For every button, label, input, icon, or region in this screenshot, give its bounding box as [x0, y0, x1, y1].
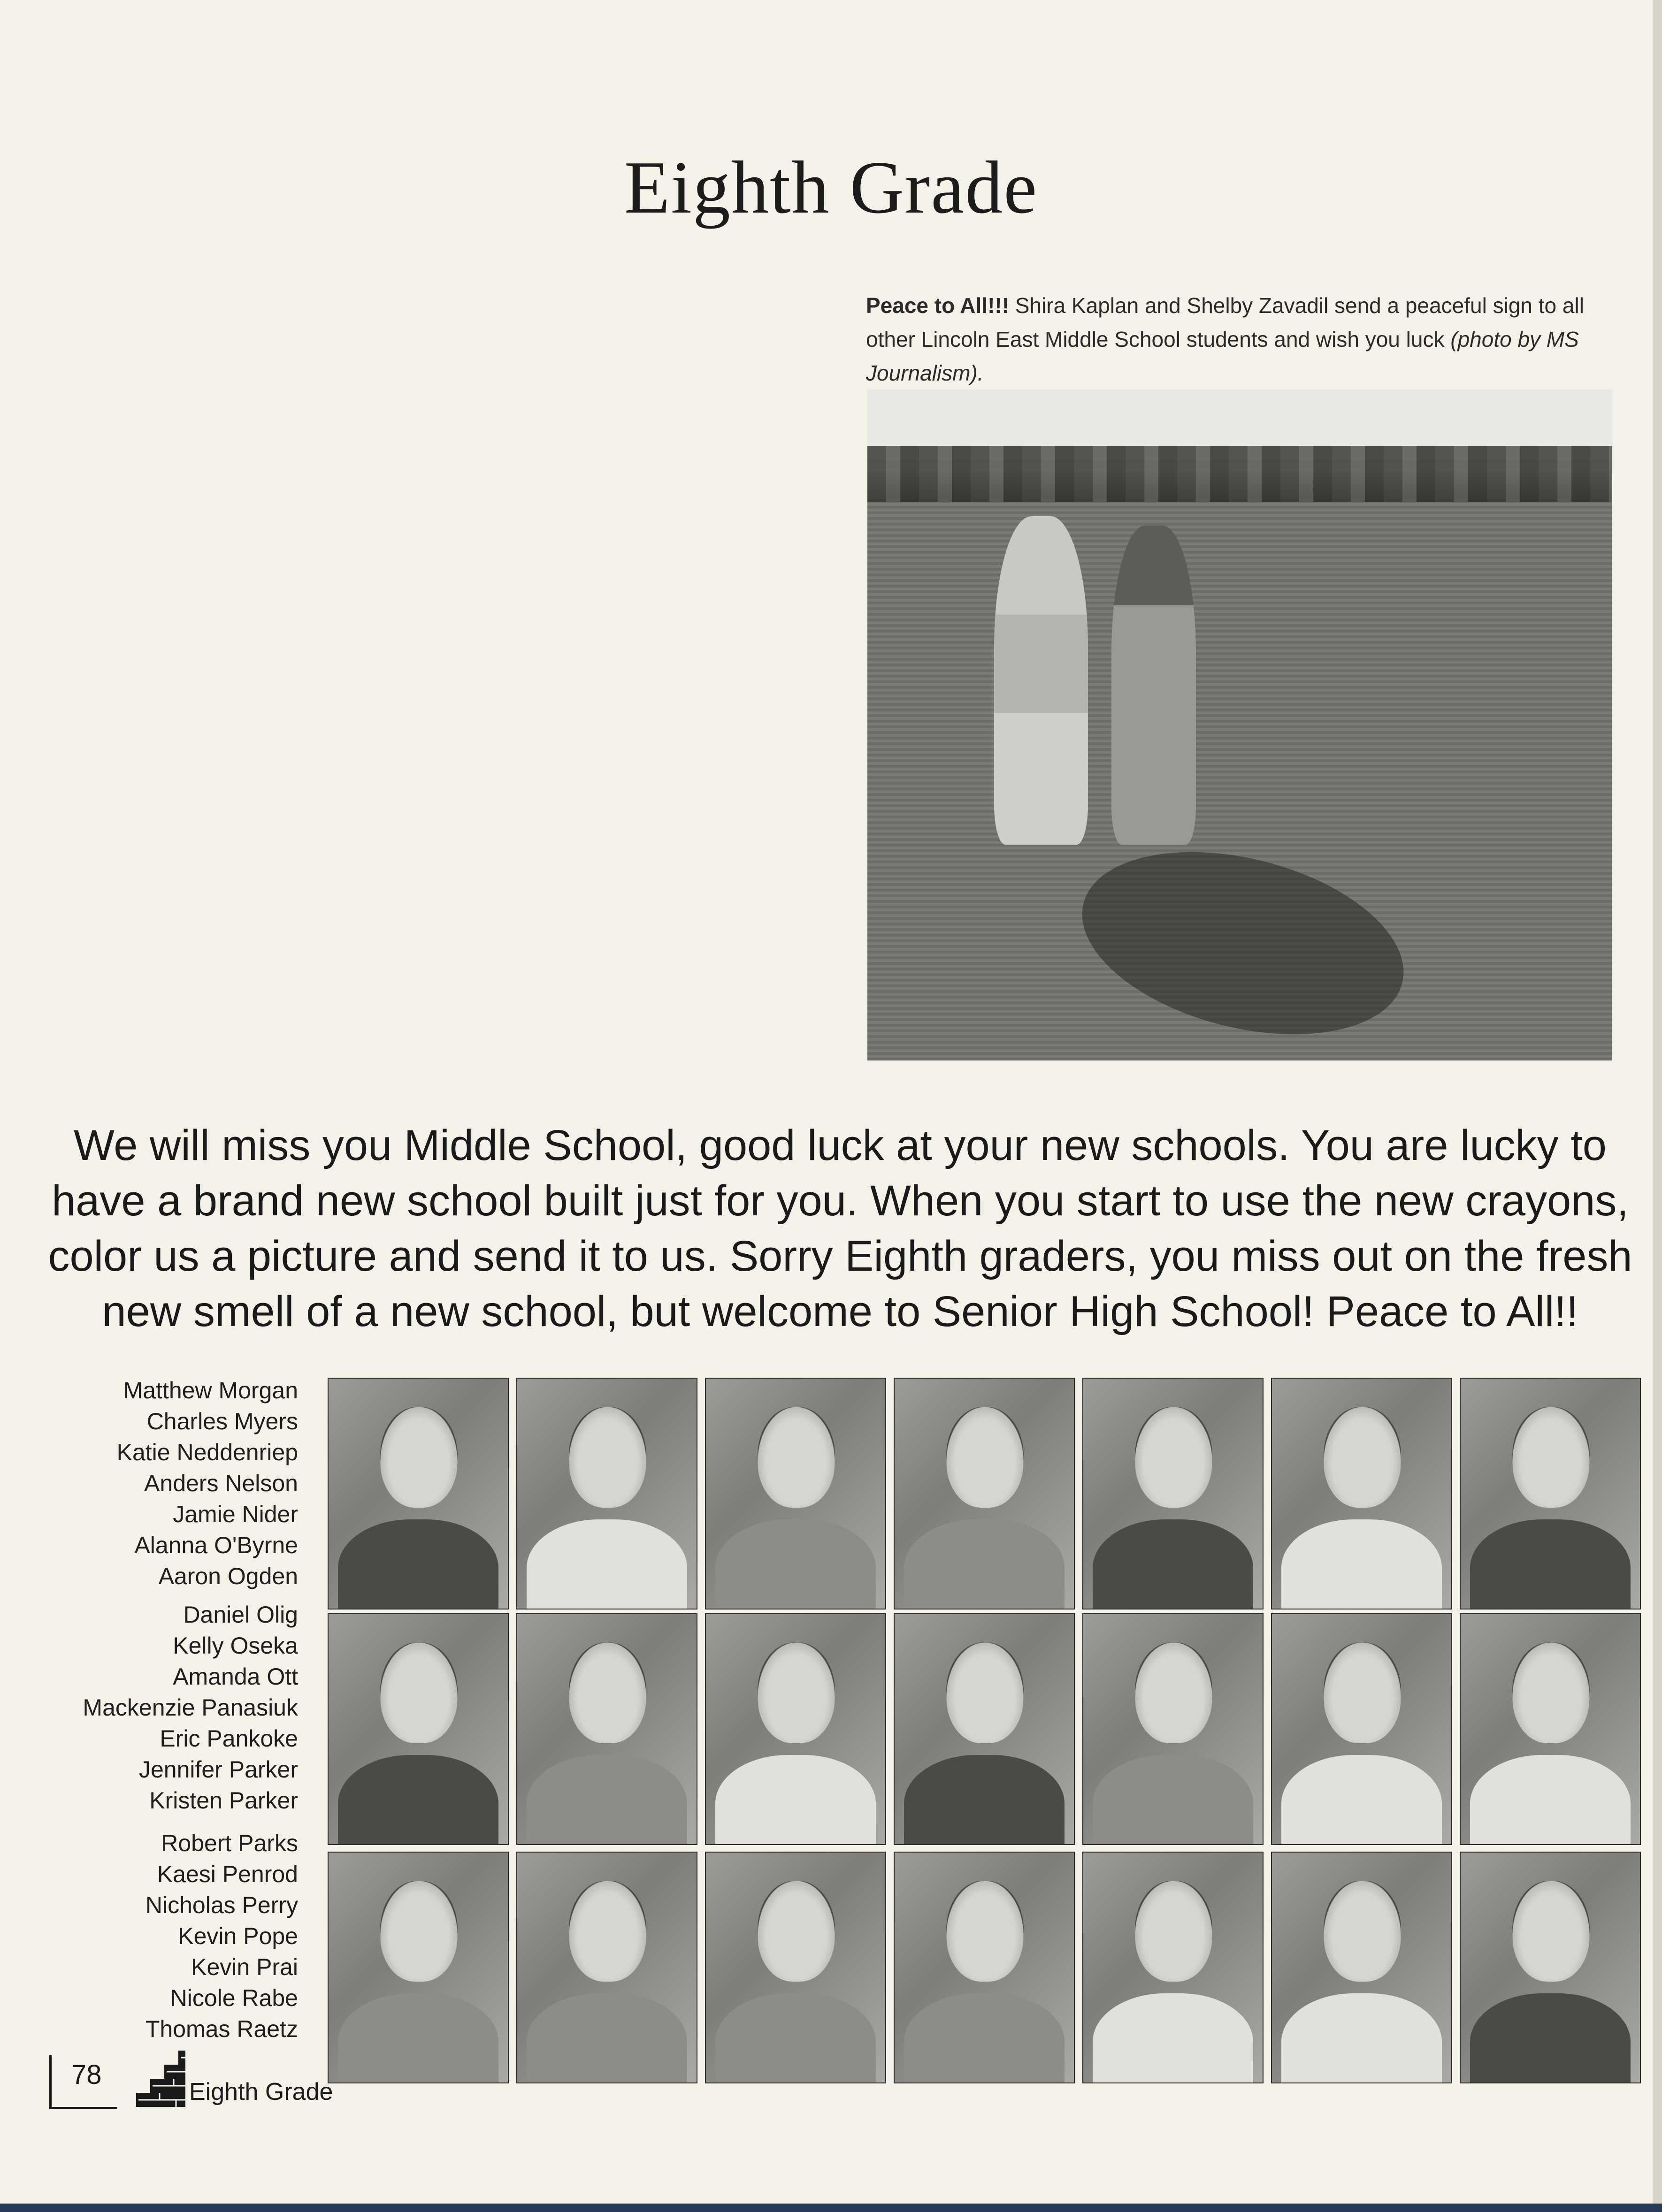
portrait-row-1 [329, 1379, 1643, 1609]
student-name: Thomas Raetz [145, 2016, 298, 2042]
student-portrait [517, 1614, 697, 1844]
farewell-message: We will miss you Middle School, good luck at your new schools. You are lucky to have a brand new school built just for you. When you start to use the new crayons, color us a picture and send it to us. Sorry Eighth graders, you miss out on the fresh new smell of a new school, but welcome to Senior High School! Peace to All!! [48, 1121, 1632, 1335]
student-portrait [329, 1614, 508, 1844]
photo-treeline [867, 446, 1612, 502]
student-portrait [895, 1853, 1074, 2082]
footer-section-label: Eighth Grade [189, 2078, 333, 2105]
student-portrait [329, 1379, 508, 1609]
student-portrait [706, 1379, 885, 1609]
student-portrait [1461, 1853, 1640, 2082]
student-portrait [706, 1853, 885, 2082]
student-portrait [895, 1614, 1074, 1844]
student-portrait [1272, 1379, 1451, 1609]
student-name: Nicole Rabe [170, 1985, 298, 2011]
page-title: Eighth Grade [624, 145, 1038, 229]
photo-caption [866, 289, 1612, 390]
student-portrait [1272, 1614, 1451, 1844]
student-name: Amanda Ott [173, 1663, 298, 1690]
student-name: Kevin Pope [178, 1923, 298, 1949]
student-name: Kevin Prai [191, 1954, 298, 1980]
student-portrait [1461, 1379, 1640, 1609]
brick-stairs-icon [117, 2046, 188, 2112]
student-portrait [1461, 1614, 1640, 1844]
student-portrait [706, 1614, 885, 1844]
page-number: 78 [71, 2059, 102, 2090]
student-portrait [1083, 1853, 1263, 2082]
student-name: Aaron Ogden [158, 1563, 298, 1589]
feature-photo [867, 389, 1612, 1060]
portrait-row-3 [329, 1853, 1643, 2082]
student-name: Robert Parks [161, 1830, 298, 1856]
photo-student-left [994, 516, 1088, 845]
page-footer [49, 2046, 354, 2112]
student-name: Kelly Oseka [173, 1632, 298, 1659]
page-number-box [49, 2055, 117, 2109]
student-portrait [517, 1379, 697, 1609]
student-portrait [517, 1853, 697, 2082]
student-name: Kaesi Penrod [157, 1861, 298, 1887]
student-name: Anders Nelson [144, 1470, 298, 1496]
name-list-row-1 [28, 1375, 298, 1592]
name-list-row-3 [28, 1828, 298, 2044]
student-name: Mackenzie Panasiuk [83, 1694, 298, 1721]
page-edge [1653, 0, 1662, 2212]
page-bottom-strip [0, 2204, 1662, 2212]
student-name: Charles Myers [146, 1408, 298, 1434]
student-portrait [895, 1379, 1074, 1609]
student-portrait [329, 1853, 508, 2082]
portrait-row-2 [329, 1614, 1643, 1844]
student-name: Nicholas Perry [145, 1892, 298, 1918]
photo-credit: (photo by MS Journalism). [866, 327, 1579, 385]
student-name: Katie Neddenriep [116, 1439, 298, 1465]
student-portrait [1083, 1614, 1263, 1844]
student-name: Matthew Morgan [123, 1377, 298, 1403]
student-portrait [1272, 1853, 1451, 2082]
caption-lead: Peace to All!!! [866, 293, 1010, 318]
student-name: Jamie Nider [173, 1501, 298, 1527]
student-portrait [1083, 1379, 1263, 1609]
student-name: Daniel Olig [183, 1602, 298, 1628]
student-name: Kristen Parker [149, 1787, 298, 1814]
caption-text: Shira Kaplan and Shelby Zavadil send a peaceful sign to all other Lincoln East Middle School students and wish you luck [866, 293, 1584, 351]
student-name: Eric Pankoke [160, 1725, 298, 1752]
photo-student-right [1111, 526, 1196, 845]
student-name: Alanna O'Byrne [134, 1532, 298, 1558]
name-list-row-2 [28, 1599, 298, 1816]
student-name: Jennifer Parker [138, 1756, 298, 1783]
